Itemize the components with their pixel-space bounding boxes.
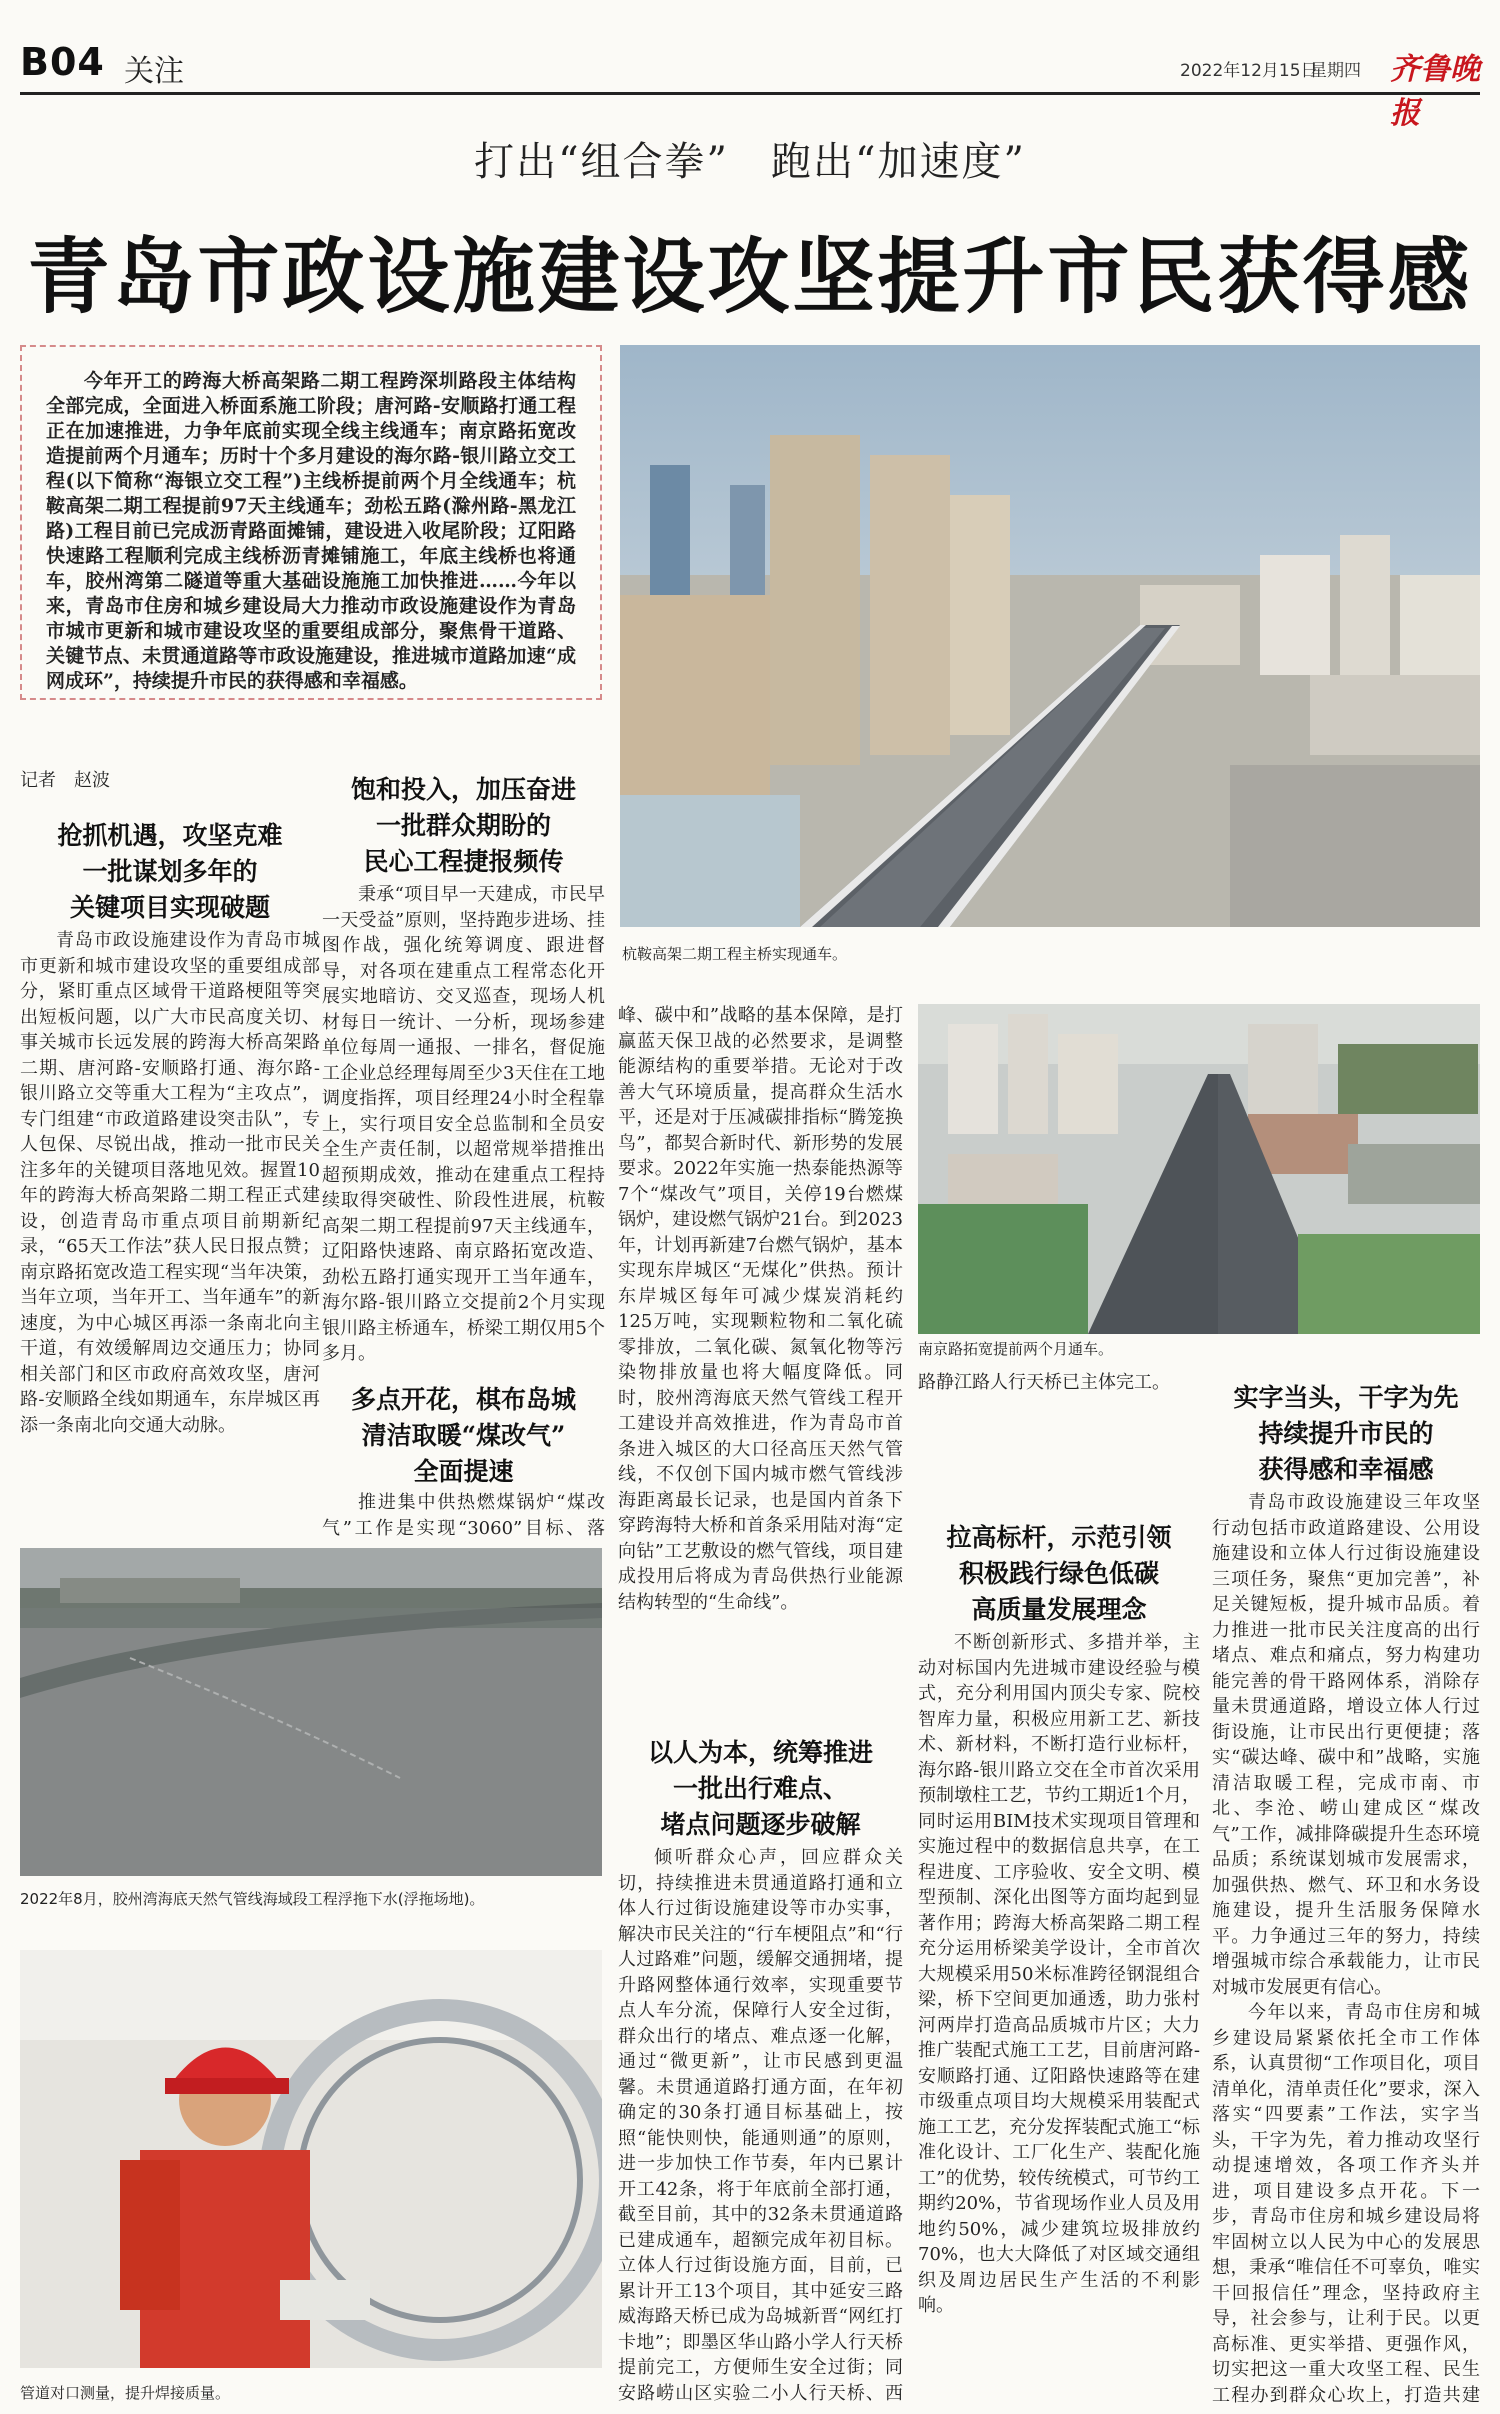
subhead-line: 饱和投入，加压奋进	[350, 775, 576, 804]
subhead-line: 拉高标杆，示范引领	[946, 1523, 1172, 1552]
body-section2	[322, 882, 605, 1382]
page-header	[20, 38, 1480, 131]
body-section6	[1212, 1490, 1480, 2410]
subhead-section2	[322, 772, 605, 880]
caption-photo3: 2022年8月，胶州湾海底天然气管线海域段工程浮拖下水(浮拖场地)。	[20, 1890, 485, 1908]
subhead-line: 实字当头，干字为先	[1233, 1383, 1459, 1412]
section-name: 关注	[124, 54, 184, 89]
bay-pipeline-image	[20, 1548, 602, 1876]
paragraph-continued	[918, 1370, 1200, 1396]
subhead-section1	[20, 818, 320, 926]
subhead-section6	[1212, 1380, 1480, 1488]
subhead-line: 一批群众期盼的	[375, 811, 551, 840]
subhead-line: 持续提升市民的	[1258, 1419, 1434, 1448]
header-rule	[20, 92, 1480, 95]
lead-box	[20, 345, 602, 700]
photo-bay-pipeline	[20, 1548, 602, 1876]
subhead-line: 抢抓机遇，攻坚克难	[57, 821, 283, 850]
subhead-section3	[322, 1382, 605, 1490]
paragraph: 秉承“项目早一天建成，市民早一天受益”原则，坚持跑步进场、挂图作战，强化统筹调度、跟进督导，对各项在建重点工程常态化开展实地暗访、交叉巡查，现场人机材每日一统计、一分析，现场参建单位每周一通报、一排名，督促施工企业总经理每周至少3天住在工地调度指挥，项目经理24小时全程靠上，实行项目安全总监制和全员安全生产责任制，以超常规举措推出超预期成效，推动在建重点工程持续取得突破性、阶段性进展，杭鞍高架二期工程提前97天主线通车，辽阳路快速路、南京路拓宽改造、劲松五路打通实现开工当年通车，海尔路-银川路立交提前2个月实现银川路主桥通车，桥梁工期仅用5个多月。	[322, 884, 605, 1364]
issue-date: 2022年12月15日	[1180, 61, 1318, 81]
subhead-line: 堵点问题逐步破解	[660, 1810, 861, 1839]
elevated-road-image	[620, 345, 1480, 927]
paragraph: 青岛市政设施建设作为青岛市城市更新和城市建设攻坚的重要组成部分，紧盯重点区域骨干道路梗阻等突出短板问题，以广大市民高度关切、事关城市长远发展的跨海大桥高架路二期、唐河路-安顺路打通、海尔路-银川路立交等重大工程为“主攻点”，专门组建“市政道路建设突击队”，专人包保、尽锐出战，推动一批市民关注多年的关键项目落地见效。握置10年的跨海大桥高架路二期工程正式建设，创造青岛市重点项目前期新纪录，“65天工作法”获人民日报点赞；南京路拓宽改造工程实现“当年决策，当年立项，当年开工、当年通车”的新速度，为中心城区再添一条南北向主干道，有效缓解周边交通压力；协同相关部门和区市政府高效攻坚，唐河路-安顺路全线如期通车，东岸城区再添一条南北向交通大动脉。	[20, 930, 320, 1436]
subhead-line: 一批谋划多年的	[82, 857, 258, 886]
subhead-line: 关键项目实现破题	[69, 893, 270, 922]
subhead-line: 以人为本，统筹推进	[647, 1738, 873, 1767]
issue-weekday: 星期四	[1310, 61, 1361, 81]
body-section5	[918, 1630, 1200, 2410]
photo-elevated-road	[620, 345, 1480, 927]
paragraph: 倾听群众心声，回应群众关切，持续推进未贯通道路打通和立体人行过街设施建设等市办实事，解决市民关注的“行车梗阻点”和“行人过路难”问题，缓解交通拥堵，提升路网整体通行效率，实现重要节点人车分流，保障行人安全过街，群众出行的堵点、难点逐一化解，通过“微更新”，让市民感到更温馨。未贯通道路打通方面，在年初确定的30条打通目标基础上，按照“能快则快，能通则通”的原则，进一步加快工作节奏，年内已累计开工42条，将于年底前全部打通，截至目前，其中的32条未贯通道路已建成通车，超额完成年初目标。立体人行过街设施方面，目前，已累计开工13个项目，其中延安三路威海路天桥已成为岛城新晋“网红打卡地”；即墨区华山路小学人行天桥提前完工，方便师生安全过街；同安路崂山区实验二小人行天桥、西	[618, 1847, 903, 2404]
body-section3	[322, 1490, 605, 1542]
subhead-line: 高质量发展理念	[971, 1595, 1147, 1624]
subhead-line: 获得感和幸福感	[1258, 1455, 1434, 1484]
newspaper-logo: 齐鲁晚报	[1390, 52, 1480, 131]
paragraph-text: 路静江路人行天桥已主体完工。	[918, 1372, 1170, 1393]
byline: 记者 赵波	[20, 770, 110, 791]
lead-text: 今年开工的跨海大桥高架路二期工程跨深圳路段主体结构全部完成，全面进入桥面系施工阶段；唐河路-安顺路打通工程正在加速推进，力争年底前实现全线主线通车；南京路拓宽改造提前两个月通车；历时十个多月建设的海尔路-银川路立交工程(以下简称“海银立交工程”)主线桥提前两个月全线通车；杭鞍高架二期工程提前97天主线通车；劲松五路(滁州路-黑龙江路)工程目前已完成沥青路面摊铺，建设进入收尾阶段；辽阳路快速路工程顺利完成主线桥沥青摊铺施工，年底主线桥也将通车，胶州湾第二隧道等重大基础设施施工加快推进……今年以来，青岛市住房和城乡建设局大力推动市政设施建设作为青岛市城市更新和城市建设攻坚的重要组成部分，聚焦骨干道路、关键节点、未贯通道路等市政设施建设，推进城市道路加速“成网成环”，持续提升市民的获得感和幸福感。	[46, 370, 576, 692]
subhead-line: 积极践行绿色低碳	[958, 1559, 1159, 1588]
subhead-line: 民心工程捷报频传	[363, 847, 564, 876]
body-section3-cont	[618, 1003, 903, 1693]
photo-nanjing-road	[918, 1004, 1480, 1334]
subhead-section4	[618, 1735, 903, 1843]
kicker-title: 打出“组合拳” 跑出“加速度”	[474, 139, 1026, 185]
page-number: B04	[20, 40, 105, 84]
subhead-line: 一批出行难点、	[672, 1774, 848, 1803]
subhead-line: 清洁取暖“煤改气”	[361, 1421, 566, 1450]
photo-pipe-welder	[20, 1950, 602, 2368]
caption-photo4: 管道对口测量，提升焊接质量。	[20, 2384, 231, 2402]
caption-photo2: 南京路拓宽提前两个月通车。	[918, 1340, 1114, 1358]
paragraph: 推进集中供热燃煤锅炉“煤改气”工作是实现“3060”目标、落	[322, 1492, 605, 1539]
paragraph-continued	[618, 1003, 903, 1615]
nanjing-road-image	[918, 1004, 1480, 1334]
paragraph-text: 峰、碳中和”战略的基本保障，是打赢蓝天保卫战的必然要求，是调整能源结构的重要举措。无论对于改善大气环境质量，提高群众生活水平，还是对于压减碳排指标“腾笼换鸟”，都契合新时代、新形势的发展要求。2022年实施一热泰能热源等7个“煤改气”项目，关停19台燃煤锅炉，建设燃气锅炉21台。到2023年，计划再新建7台燃气锅炉，基本实现东岸城区“无煤化”供热。预计东岸城区每年可减少煤炭消耗约125万吨，实现颗粒物和二氧化硫零排放，二氧化碳、氮氧化物等污染物排放量也将大幅度降低。同时，胶州湾海底天然气管线工程开工建设并高效推进，作为青岛市首条进入城区的大口径高压天然气管线，不仅创下国内城市燃气管线涉海距离最长记录，也是国内首条下穿跨海特大桥和首条采用陆对海“定向钻”工艺敷设的燃气管线，项目建成投用后将成为青岛供热行业能源结构转型的“生命线”。	[618, 1005, 903, 1613]
subhead-line: 全面提速	[413, 1457, 514, 1486]
paragraph: 不断创新形式、多措并举，主动对标国内先进城市建设经验与模式，充分利用国内顶尖专家、院校智库力量，积极应用新工艺、新技术、新材料，不断打造行业标杆，海尔路-银川路立交在全市首次采用预制墩柱工艺，节约工期近1个月，同时运用BIM技术实现项目管理和实施过程中的数据信息共享，在工程进度、工序验收、安全文明、模型预制、深化出图等方面均起到显著作用；跨海大桥高架路二期工程充分运用桥梁美学设计，全市首次大规模采用50米标准跨径钢混组合梁，桥下空间更加通透，助力张村河两岸打造高品质城市片区；大力推广装配式施工工艺，目前唐河路-安顺路打通、辽阳路快速路等在建市级重点项目均大规模采用装配式施工工艺，充分发挥装配式施工“标准化设计、工厂化生产、装配化施工”的优势，较传统模式，可节约工期约20%，节省现场作业人员及用地约50%，减少建筑垃圾排放约70%，也大大降低了对区域交通组织及周边居民生产生活的不利影响。	[918, 1632, 1200, 2316]
subhead-section5	[918, 1520, 1200, 1628]
paragraph: 今年以来，青岛市住房和城乡建设局紧紧依托全市工作体系，认真贯彻“工作项目化，项目清单化，清单责任化”要求，深入落实“四要素”工作法，实字当头，干字为先，着力推动攻坚行动提速增效，各项工作齐头并进，项目建设多点开花。下一步，青岛市住房和城乡建设局将牢固树立以人民为中心的发展思想，秉承“唯信任不可辜负，唯实干回报信任”理念，坚持政府主导，社会参与，让利于民。以更高标准、更实举措、更强作风，切实把这一重大攻坚工程、民生工程办到群众心坎上，打造共建	[1212, 2002, 1480, 2406]
subhead-line: 多点开花，棋布岛城	[350, 1385, 576, 1414]
paragraph: 青岛市政设施建设三年攻坚行动包括市政道路建设、公用设施建设和立体人行过街设施建设三项任务，聚焦“更加完善”，补足关键短板，提升城市品质。着力推进一批市民关注度高的出行堵点、难点和痛点，努力构建功能完善的骨干路网体系，消除存量未贯通道路，增设立体人行过街设施，让市民出行更便捷；落实“碳达峰、碳中和”战略，实施清洁取暖工程，完成市南、市北、李沧、崂山建成区“煤改气”工作，减排降碳提升生态环境品质；系统谋划城市发展需求，加强供热、燃气、环卫和水务设施建设，提升生活服务保障水平。力争通过三年的努力，持续增强城市综合承载能力，让市民对城市发展更有信心。	[1212, 1492, 1480, 1998]
body-section4	[618, 1845, 903, 2407]
body-section1	[20, 928, 320, 1528]
caption-photo1: 杭鞍高架二期工程主桥实现通车。	[622, 945, 848, 963]
body-section4-cont	[918, 1370, 1200, 1500]
pipe-welder-image	[20, 1950, 602, 2368]
main-headline: 青岛市政设施建设攻坚提升市民获得感	[27, 229, 1473, 325]
